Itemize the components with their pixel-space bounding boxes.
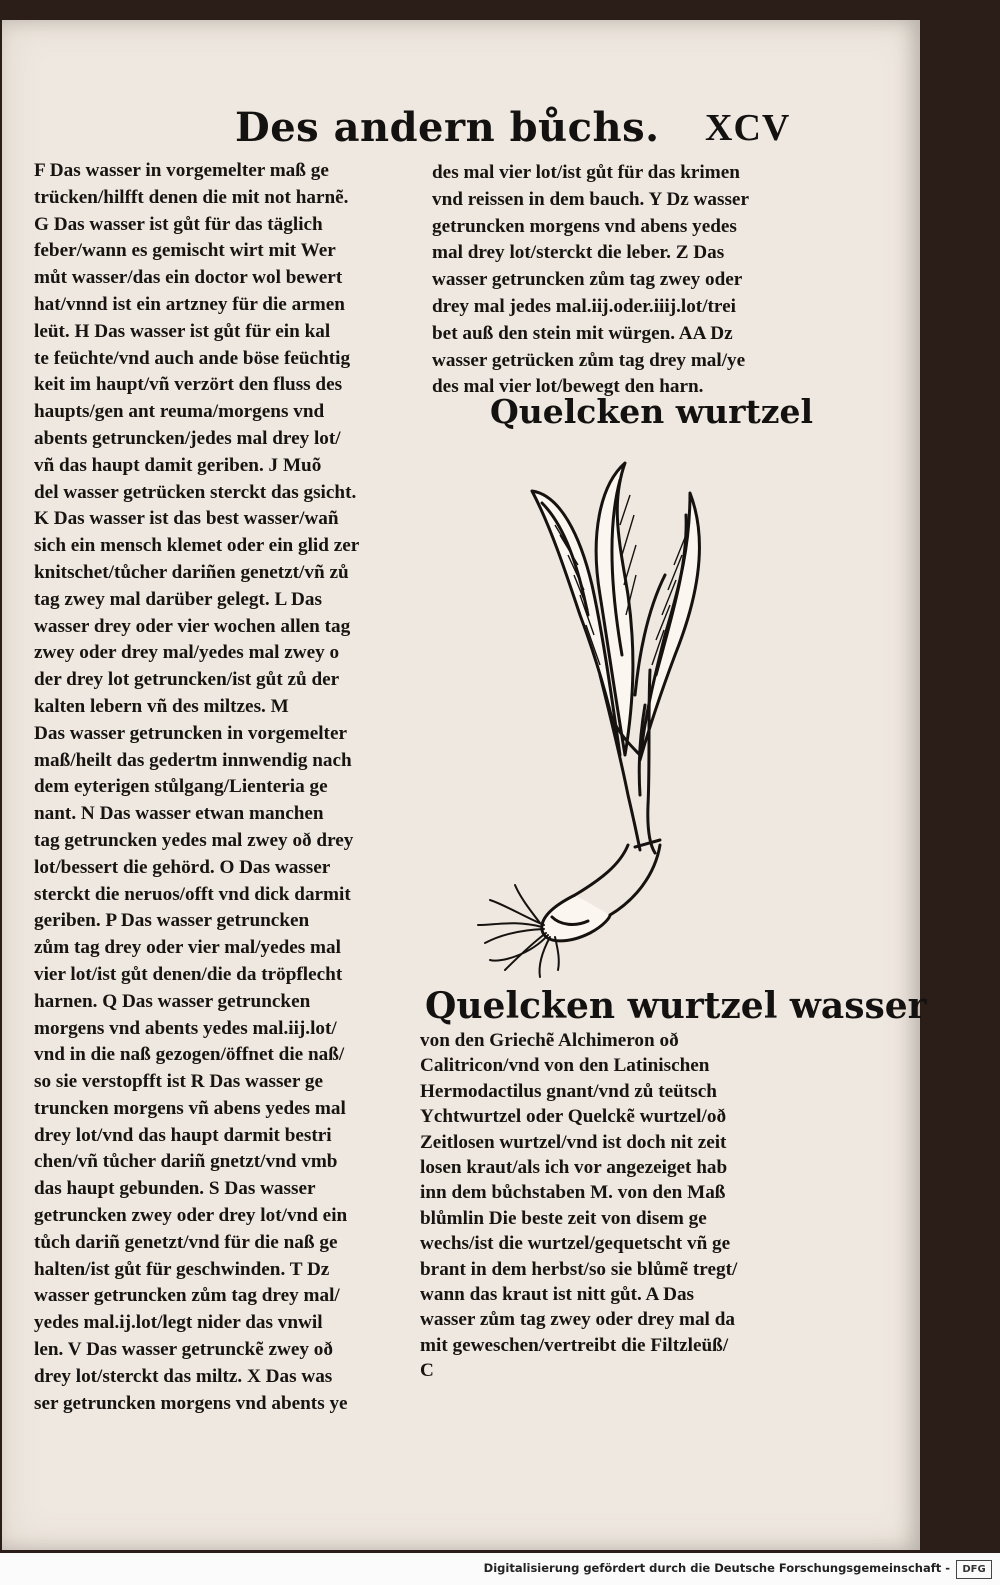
left-text-column — [34, 158, 414, 1417]
text-line: dem eyterigen stůlgang/Lienteria ge — [34, 776, 328, 798]
text-line: brant in dem herbst/so sie blůmẽ tregt/ — [420, 1258, 738, 1280]
text-line: getruncken morgens vnd abens yedes — [432, 215, 737, 237]
text-line: haupts/gen ant reuma/morgens vnd — [34, 401, 325, 423]
text-line: harnen. Q Das wasser getruncken — [34, 990, 311, 1012]
text-line: blůmlin Die beste zeit von disem ge — [420, 1207, 707, 1229]
right-text-column-top — [432, 160, 802, 401]
text-line: der drey lot getruncken/ist gůt zů der — [34, 669, 340, 691]
text-line: getruncken zwey oder drey lot/vnd ein — [34, 1205, 348, 1227]
text-line: yedes mal.ij.lot/legt nider das vnwil — [34, 1312, 323, 1334]
text-line: abents getruncken/jedes mal drey lot/ — [34, 427, 341, 449]
dfg-logo: DFG — [956, 1560, 992, 1579]
text-line: von den Griechẽ Alchimeron oð — [420, 1030, 679, 1051]
text-line: wasser getrücken zům tag drey mal/ye — [432, 349, 746, 371]
text-line: ser getruncken morgens vnd abents ye — [34, 1392, 348, 1414]
text-line: wasser getruncken zům tag zwey oder — [432, 269, 743, 291]
text-line: Das wasser getruncken in vorgemelter — [34, 722, 347, 744]
text-line: F Das wasser in vorgemelter maß ge — [34, 160, 329, 181]
section-title: Quelcken wurtzel wasser — [425, 985, 927, 1027]
text-line: tag zwey mal darüber gelegt. L Das — [34, 588, 322, 610]
text-line: feber/wann es gemischt wirt mit Wer — [34, 240, 336, 262]
text-line: des mal vier lot/ist gůt für das krimen — [432, 162, 740, 183]
folio-number: XCV — [705, 107, 791, 149]
text-line: wasser getruncken zům tag drey mal/ — [34, 1285, 340, 1307]
text-line: wasser zům tag zwey oder drey mal da — [420, 1309, 735, 1331]
text-line: Hermodactilus gnant/vnd zů teütsch — [420, 1080, 717, 1102]
text-line: wasser drey oder vier wochen allen tag — [34, 615, 351, 637]
text-line: můt wasser/das ein doctor wol bewert — [34, 267, 343, 289]
right-text-column-bottom — [420, 1028, 794, 1383]
text-line: C — [420, 1360, 434, 1382]
text-line: G Das wasser ist gůt für das täglich — [34, 213, 323, 235]
running-head: Des andern bůchs. — [235, 104, 660, 151]
footer-credit: Digitalisierung gefördert durch die Deutsche Forschungsgemeinschaft - — [483, 1561, 950, 1575]
text-line: sterckt die neruos/offt vnd dick darmit — [34, 883, 351, 905]
text-line: vier lot/ist gůt denen/die da tröpflecht — [34, 963, 343, 985]
text-line: das haupt gebunden. S Das wasser — [34, 1178, 316, 1200]
text-line: wechs/ist die wurtzel/gequetscht vñ ge — [420, 1233, 731, 1255]
woodcut-plant-illustration — [460, 455, 720, 985]
text-line: vnd in die naß gezogen/öffnet die naß/ — [34, 1044, 345, 1066]
text-line: Ychtwurtzel oder Quelckẽ wurtzel/oð — [420, 1106, 727, 1128]
text-line: vnd reissen in dem bauch. Y Dz wasser — [432, 188, 749, 210]
text-line: knitschet/tůcher dariñen genetzt/vñ zů — [34, 561, 349, 583]
text-line: nant. N Das wasser etwan manchen — [34, 803, 324, 825]
text-line: sich ein mensch klemet oder ein glid zer — [34, 535, 360, 557]
text-line: leüt. H Das wasser ist gůt für ein kal — [34, 320, 331, 342]
text-line: des mal vier lot/bewegt den harn. — [432, 376, 704, 398]
text-line: del wasser getrücken sterckt das gsicht. — [34, 481, 357, 503]
text-line: keit im haupt/vñ verzört den fluss des — [34, 374, 343, 396]
text-line: truncken morgens vñ abens yedes mal — [34, 1097, 346, 1119]
footer-bar — [0, 1553, 1000, 1585]
text-line: drey mal jedes mal.iij.oder.iiij.lot/trei — [432, 295, 736, 317]
text-line: drey lot/sterckt das miltz. X Das was — [34, 1365, 333, 1387]
text-line: so sie verstopfft ist R Das wasser ge — [34, 1071, 324, 1093]
text-line: wann das kraut ist nitt gůt. A Das — [420, 1283, 695, 1305]
text-line: vñ das haupt damit geriben. J Muõ — [34, 454, 322, 476]
text-line: mit geweschen/vertreibt die Filtzleüß/ — [420, 1334, 729, 1356]
text-line: zwey oder drey mal/yedes mal zwey o — [34, 642, 340, 664]
text-line: chen/vñ tůcher dariñ gnetzt/vnd vmb — [34, 1151, 338, 1173]
text-line: trücken/hilfft denen die mit not harnẽ. — [34, 186, 349, 208]
text-line: losen kraut/als ich vor angezeiget hab — [420, 1156, 728, 1178]
text-line: bet auß den stein mit würgen. AA Dz — [432, 322, 733, 344]
text-line: maß/heilt das gedertm innwendig nach — [34, 749, 352, 771]
text-line: drey lot/vnd das haupt darmit bestri — [34, 1124, 332, 1146]
text-line: geriben. P Das wasser getruncken — [34, 910, 310, 932]
text-line: Zeitlosen wurtzel/vnd ist doch nit zeit — [420, 1131, 727, 1153]
text-line: inn dem bůchstaben M. von den Maß — [420, 1182, 726, 1204]
text-line: tag getruncken yedes mal zwey oð drey — [34, 829, 354, 851]
text-line: morgens vnd abents yedes mal.iij.lot/ — [34, 1017, 337, 1039]
text-line: len. V Das wasser getrunckẽ zwey oð — [34, 1339, 333, 1361]
text-line: Calitricon/vnd von den Latinischen — [420, 1055, 710, 1077]
text-line: lot/bessert die gehörd. O Das wasser — [34, 856, 331, 878]
text-line: zům tag drey oder vier mal/yedes mal — [34, 937, 341, 959]
plant-title: Quelcken wurtzel — [490, 392, 814, 431]
text-line: K Das wasser ist das best wasser/wañ — [34, 508, 339, 530]
text-line: halten/ist gůt für geschwinden. T Dz — [34, 1258, 330, 1280]
text-line: mal drey lot/sterckt die leber. Z Das — [432, 242, 725, 264]
text-line: kalten lebern vñ des miltzes. M — [34, 695, 289, 717]
text-line: tůch dariñ genetzt/vnd für die naß ge — [34, 1231, 338, 1253]
text-line: hat/vnnd ist ein artzney für die armen — [34, 293, 345, 315]
text-line: te feüchte/vnd auch ande böse feüchtig — [34, 347, 351, 369]
